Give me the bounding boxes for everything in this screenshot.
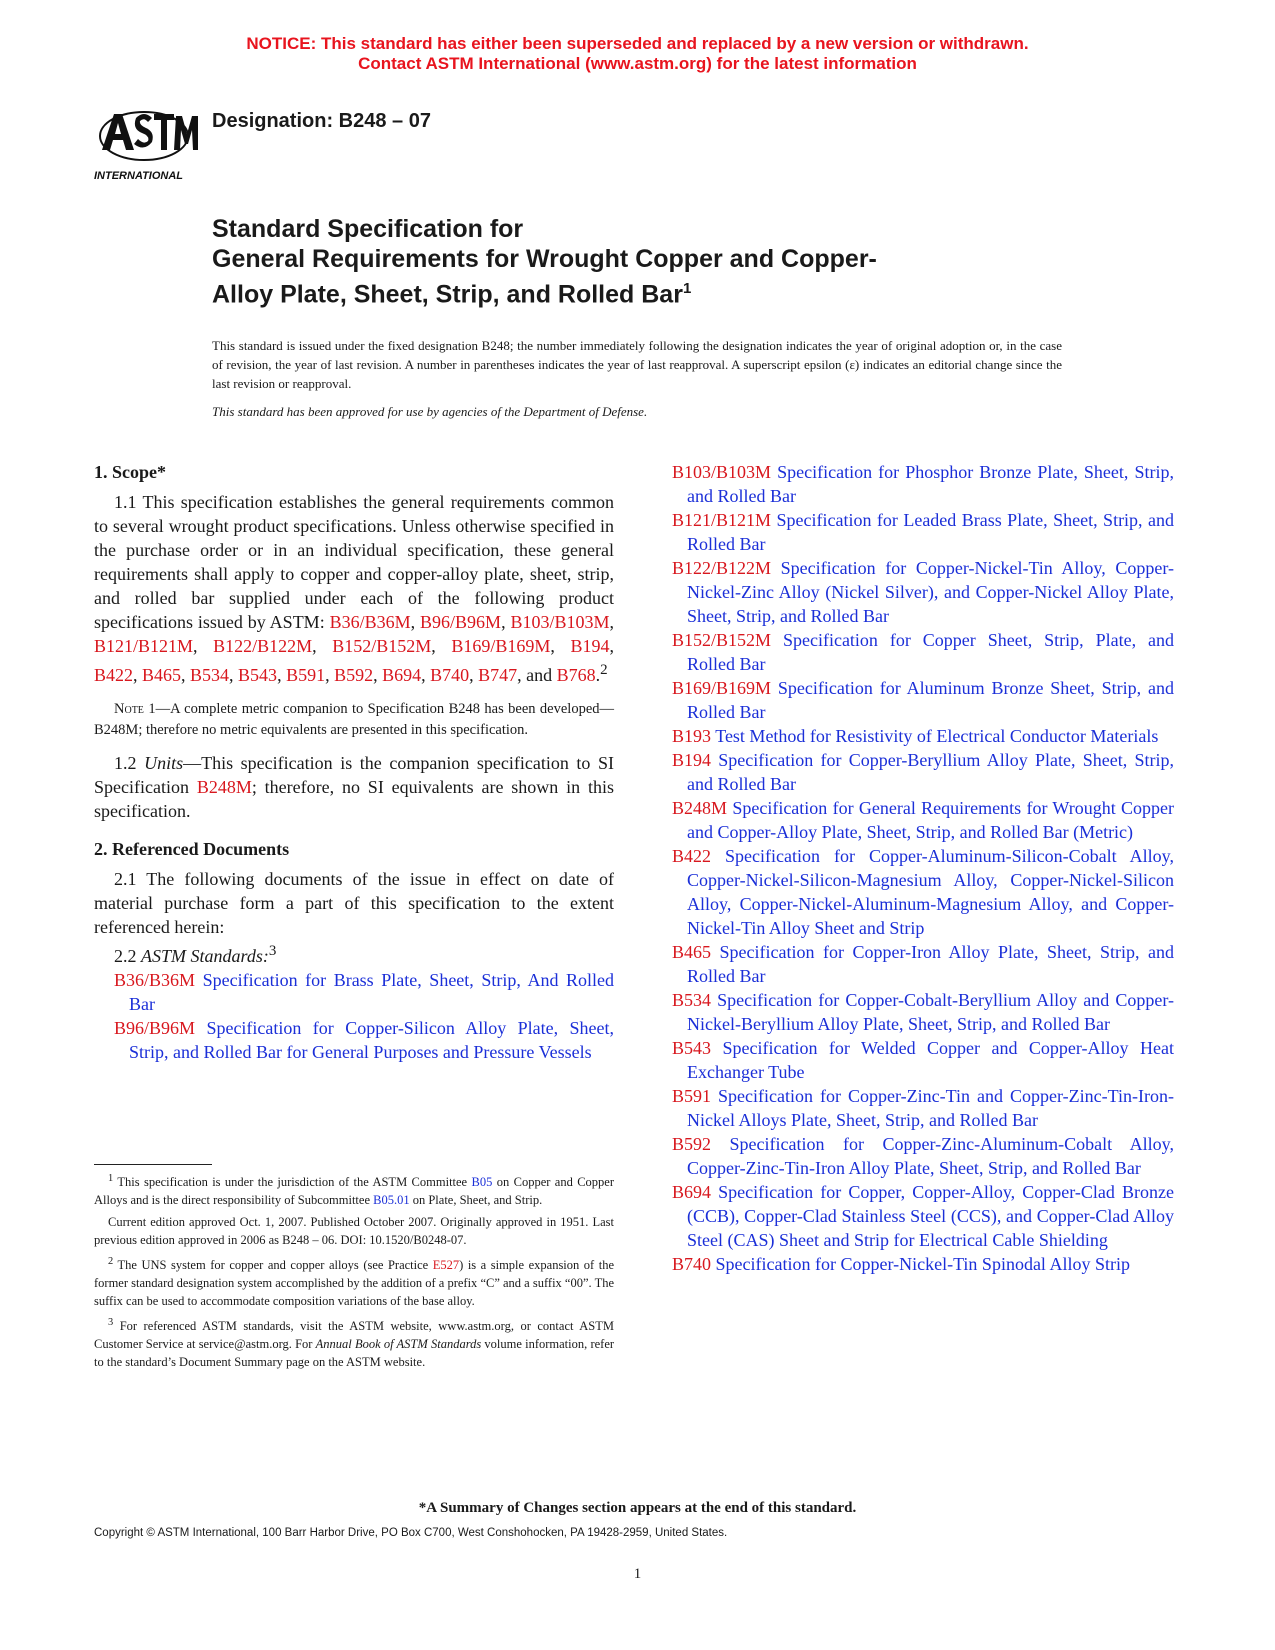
withdrawal-notice: [0, 34, 1275, 74]
reference-code-link[interactable]: B591: [672, 1086, 712, 1106]
reference-title-link[interactable]: Specification for Copper, Copper-Alloy, Copper-Clad Bronze (CCB), Copper-Clad Stainless Steel (CCS), and Copper-Clad Alloy Steel (CAS) Sheet and Strip for Electrical Cable Shielding: [687, 1182, 1175, 1250]
subcommittee-link[interactable]: B05.01: [373, 1193, 410, 1208]
reference-code-link[interactable]: B152/B152M: [672, 630, 772, 650]
reference-title-link[interactable]: Specification for Leaded Brass Plate, Sheet, Strip, and Rolled Bar: [687, 510, 1174, 554]
scope-product-spec-list: B36/B36M, B96/B96M, B103/B103M, B121/B121M, B122/B122M, B152/B152M, B169/B169M, B194, B422, B465, B534, B543, B591, B592, B694, B740, B747,: [94, 612, 615, 685]
ref-link[interactable]: B248M: [196, 777, 252, 797]
designation: Designation: B248 – 07: [212, 110, 431, 132]
ref-link[interactable]: B194: [570, 636, 610, 656]
reference-item: [672, 748, 1174, 796]
reference-item: [672, 628, 1174, 676]
reference-title-link[interactable]: Specification for Phosphor Bronze Plate, Sheet, Strip, and Rolled Bar: [687, 462, 1174, 506]
reference-title-link[interactable]: Specification for Copper-Beryllium Alloy Plate, Sheet, Strip, and Rolled Bar: [687, 750, 1174, 794]
ref-link[interactable]: B169/B169M: [451, 636, 551, 656]
footnote-2: $^2$ The UNS system for copper and copper alloys (see Practice E527) is a simple expansion of the former standard designation system accomplished by the addition of a prefix “C” and a suffix “00”. The suffix can be used to accommodate composition variations of the base alloy.: [94, 1256, 615, 1309]
reference-title-link[interactable]: Specification for Copper-Zinc-Aluminum-Cobalt Alloy, Copper-Zinc-Tin-Iron Alloy Plate, Sheet, Strip, and Rolled Bar: [687, 1134, 1175, 1178]
summary-of-changes-note: *A Summary of Changes section appears at the end of this standard.: [418, 1500, 857, 1516]
reference-code-link[interactable]: B465: [672, 942, 712, 962]
reference-title-link[interactable]: Specification for Copper-Silicon Alloy Plate, Sheet, Strip, and Rolled Bar for General Purposes and Pressure Vessels: [129, 1018, 614, 1062]
committee-link[interactable]: B05: [471, 1175, 493, 1190]
reference-item: [672, 844, 1174, 940]
ref-link[interactable]: B543: [238, 665, 278, 685]
reference-title-link[interactable]: Specification for Brass Plate, Sheet, Strip, And Rolled Bar: [129, 970, 615, 1014]
reference-code-link[interactable]: B194: [672, 750, 712, 770]
left-reference-list: [94, 968, 614, 1064]
reference-code-link[interactable]: B694: [672, 1182, 712, 1202]
scope-heading: 1. Scope*: [94, 462, 166, 482]
reference-item: [114, 968, 614, 1016]
referenced-documents-heading: 2. Referenced Documents: [94, 839, 290, 859]
reference-item: [672, 988, 1174, 1036]
reference-code-link[interactable]: B36/B36M: [114, 970, 196, 990]
reference-item: [672, 1252, 1174, 1276]
footnote-1: $^1$ This specification is under the jurisdiction of the ASTM Committee B05 on Copper and Copper Alloys and is the direct responsibility of Subcommittee B05.01 on Plate, Sheet, and Strip.: [94, 1173, 615, 1208]
ref-link[interactable]: B747: [478, 665, 518, 685]
ref-link[interactable]: B122/B122M: [213, 636, 313, 656]
reference-item: [672, 676, 1174, 724]
reference-code-link[interactable]: B169/B169M: [672, 678, 772, 698]
reference-code-link[interactable]: B121/B121M: [672, 510, 772, 530]
reference-title-link[interactable]: Specification for Welded Copper and Copper-Alloy Heat Exchanger Tube: [687, 1038, 1174, 1082]
logo-wordmark: INTERNATIONAL: [94, 170, 184, 182]
ref-link[interactable]: B152/B152M: [332, 636, 432, 656]
ref-link[interactable]: B96/B96M: [420, 612, 502, 632]
reference-item: [672, 796, 1174, 844]
ref-link[interactable]: B422: [94, 665, 134, 685]
title-footnote-marker: 1: [682, 280, 692, 297]
ref-link[interactable]: B534: [190, 665, 230, 685]
reference-title-link[interactable]: Test Method for Resistivity of Electrical Conductor Materials: [715, 726, 1159, 746]
reference-code-link[interactable]: B740: [672, 1254, 712, 1274]
footnote-1-edition: Current edition approved Oct. 1, 2007. Published October 2007. Originally approved in 1951. Last previous edition approved in 2006 as B248 – 06. DOI: 10.1520/B0248-07.: [94, 1215, 614, 1248]
ref-link[interactable]: B740: [430, 665, 470, 685]
ref-link[interactable]: B121/B121M: [94, 636, 194, 656]
reference-code-link[interactable]: B122/B122M: [672, 558, 772, 578]
reference-code-link[interactable]: B543: [672, 1038, 712, 1058]
title-line-1: Standard Specification for: [212, 215, 524, 243]
reference-item: [672, 940, 1174, 988]
reference-item: [672, 1036, 1174, 1084]
ref-link[interactable]: B465: [142, 665, 182, 685]
reference-title-link[interactable]: Specification for Copper-Nickel-Tin Alloy, Copper-Nickel-Zinc Alloy (Nickel Silver), and Copper-Nickel Alloy Plate, Sheet, Strip, and Rolled Bar: [687, 558, 1174, 626]
page-number: 1: [633, 1566, 642, 1582]
right-column: [672, 460, 1174, 1276]
reference-title-link[interactable]: Specification for Copper Sheet, Strip, Plate, and Rolled Bar: [687, 630, 1175, 674]
ref-link[interactable]: B103/B103M: [510, 612, 610, 632]
reference-title-link[interactable]: Specification for General Requirements for Wrought Copper and Copper-Alloy Plate, Sheet, Strip, and Rolled Bar (Metric): [687, 798, 1174, 842]
reference-item: [672, 1084, 1174, 1132]
reference-item: [114, 1016, 614, 1064]
astm-logo-icon: [92, 108, 202, 184]
reference-item: [672, 508, 1174, 556]
reference-title-link[interactable]: Specification for Copper-Iron Alloy Plate, Sheet, Strip, and Rolled Bar: [687, 942, 1174, 986]
reference-code-link[interactable]: B103/B103M: [672, 462, 772, 482]
referenced-paragraph-2-1: 2.1 The following documents of the issue in effect on date of material purchase form a part of this specification to the extent referenced herein:: [94, 869, 614, 937]
footnotes: [94, 1170, 614, 1375]
astm-logo: [92, 108, 202, 184]
ref-link[interactable]: B768: [556, 665, 596, 685]
ref-link[interactable]: B591: [286, 665, 326, 685]
note-1: Note 1—A complete metric companion to Specification B248 has been developed—B248M; therefore no metric equivalents are presented in this specification.: [94, 701, 614, 738]
reference-code-link[interactable]: B96/B96M: [114, 1018, 196, 1038]
dod-approval-statement: This standard has been approved for use by agencies of the Department of Defense.: [212, 404, 648, 419]
ref-link[interactable]: B592: [334, 665, 374, 685]
issuance-statement: This standard is issued under the fixed designation B248; the number immediately following the designation indicates the year of original adoption or, in the case of revision, the year of last revision. A number in parentheses indicates the year of last reapproval. A superscript epsilon (ε) indicates an editorial change since the last revision or reapproval.: [212, 338, 1062, 391]
reference-title-link[interactable]: Specification for Copper-Aluminum-Silicon-Cobalt Alloy, Copper-Nickel-Silicon-Magnesium Alloy, Copper-Nickel-Silicon Alloy, Copper-Nickel-Aluminum-Magnesium Alloy, and Copper-Nickel-Tin Alloy Sheet and Strip: [687, 846, 1174, 938]
referenced-paragraph-2-2: 2.2 ASTM Standards:$^3$: [114, 943, 277, 966]
copyright: Copyright © ASTM International, 100 Barr Harbor Drive, PO Box C700, West Conshohocken, PA 19428-2959, United States.: [94, 1527, 728, 1539]
reference-title-link[interactable]: Specification for Copper-Nickel-Tin Spinodal Alloy Strip: [715, 1254, 1130, 1274]
reference-item: [672, 460, 1174, 508]
ref-link[interactable]: B36/B36M: [329, 612, 411, 632]
footnote-divider: [94, 1164, 212, 1165]
ref-link[interactable]: E527: [432, 1258, 460, 1273]
right-reference-list: [672, 460, 1174, 1276]
notice-line-2: Contact ASTM International (www.astm.org) for the latest information: [358, 54, 917, 73]
reference-item: [672, 1132, 1174, 1180]
footnote-marker: 2: [600, 662, 608, 678]
notice-line-1: NOTICE: This standard has either been superseded and replaced by a new version or withdrawn.: [246, 34, 1029, 53]
left-column: [94, 460, 614, 1064]
scope-paragraph-1-2: 1.2 Units—This specification is the companion specification to SI Specification B248M; therefore, no SI equivalents are shown in this specification.: [94, 753, 615, 821]
document-title: [212, 214, 1032, 309]
reference-title-link[interactable]: Specification for Aluminum Bronze Sheet, Strip, and Rolled Bar: [687, 678, 1175, 722]
title-line-3: Alloy Plate, Sheet, Strip, and Rolled Bar$^1$: [212, 280, 692, 309]
reference-item: [672, 1180, 1174, 1252]
reference-code-link[interactable]: B592: [672, 1134, 712, 1154]
reference-title-link[interactable]: Specification for Copper-Cobalt-Beryllium Alloy and Copper-Nickel-Beryllium Alloy Plate, Sheet, Strip, and Rolled Bar: [687, 990, 1175, 1034]
reference-item: [672, 556, 1174, 628]
reference-code-link[interactable]: B193: [672, 726, 712, 746]
ref-link[interactable]: B694: [382, 665, 422, 685]
reference-title-link[interactable]: Specification for Copper-Zinc-Tin and Copper-Zinc-Tin-Iron-Nickel Alloys Plate, Sheet, Strip, and Rolled Bar: [687, 1086, 1174, 1130]
scope-paragraph-1-1: 1.1 This specification establishes the general requirements common to several wrought product specifications. Unless otherwise specified in the purchase order or in an individual specification, these general requirements shall apply to copper and copper-alloy plate, sheet, strip, and rolled bar supplied under each of the following product specifications issued by ASTM: B36/B36M, B96/B96M, B103/B103M, B121/B121M, B122/B122M, B152/B152M, B169/B169M, B194, B422, B465, B534, B543, B591, B592, B694, B740, B747, and B768.$^2$: [94, 492, 615, 685]
reference-item: [672, 724, 1174, 748]
reference-code-link[interactable]: B534: [672, 990, 712, 1010]
reference-code-link[interactable]: B248M: [672, 798, 728, 818]
footnote-3: $^3$ For referenced ASTM standards, visit the ASTM website, www.astm.org, or contact ASTM Customer Service at service@astm.org. For Annual Book of ASTM Standards volume information, refer to the standard’s Document Summary page on the ASTM website.: [94, 1317, 615, 1370]
reference-code-link[interactable]: B422: [672, 846, 712, 866]
title-line-2: General Requirements for Wrought Copper and Copper-: [212, 245, 877, 273]
